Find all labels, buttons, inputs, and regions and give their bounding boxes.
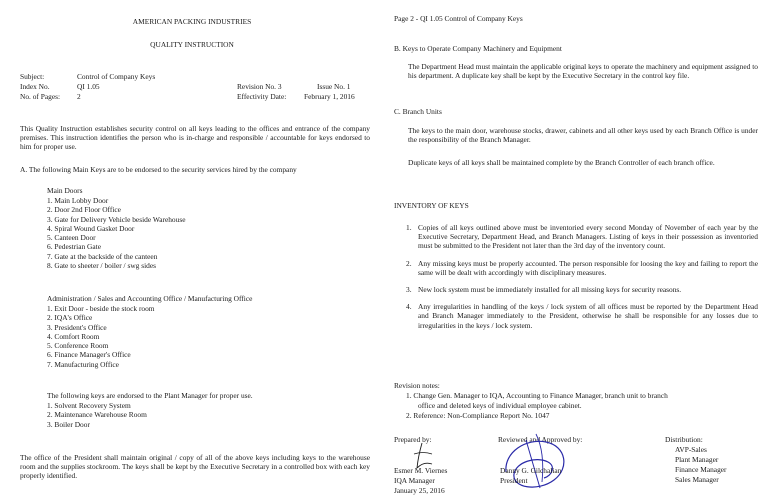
section-c-heading: C. Branch Units (394, 107, 442, 116)
main-doors-heading: Main Doors (47, 186, 83, 195)
prepared-date: January 25, 2016 (394, 486, 445, 495)
preparer-name: Esmer M. Viernes (394, 466, 448, 475)
item-number: 1. (406, 223, 412, 232)
item-text: Any missing keys must be properly accounted. The person responsible for loosing the key and failing to report the same will be dealt with accordingly with disciplinary measures. (418, 258, 758, 277)
section-b-paragraph: The Department Head must maintain the applicable original keys to operate the machinery and equipment assigned to his department. A duplicate key shall be kept by the Executive Secretary in the control key file. (408, 62, 758, 81)
document-type: QUALITY INSTRUCTION (150, 40, 234, 49)
prepared-by-label: Prepared by: (394, 435, 432, 444)
subject-value: Control of Company Keys (77, 72, 156, 81)
admin-heading: Administration / Sales and Accounting Office / Manufacturing Office (47, 294, 253, 303)
inventory-heading: INVENTORY OF KEYS (394, 201, 469, 210)
item-text: Copies of all keys outlined above must be inventoried every second Monday of November of each year by the Executive Secretary, Department Head, and Branch Managers. Listing of keys in their possession as inventoried must be submitted to the President not later than the 3rd day of the inventory count. (418, 223, 758, 251)
list-item: 4. Spiral Wound Gasket Door (47, 223, 135, 233)
list-item: 2. Door 2nd Floor Office (47, 205, 121, 215)
revision-number: Revision No. 3 (237, 82, 282, 91)
approver-title: President (500, 476, 528, 485)
inventory-item (406, 302, 758, 330)
section-c-paragraph-2: Duplicate keys of all keys shall be maintained complete by the Branch Controller of each branch office. (408, 158, 715, 167)
revision-note: 2. Reference: Non-Compliance Report No. 1047 (406, 411, 550, 420)
company-name: AMERICAN PACKING INDUSTRIES (132, 17, 252, 26)
inventory-item (406, 259, 758, 277)
distribution-item: Plant Manager (675, 455, 719, 464)
revision-note-continued: office and deleted keys of individual employee cabinet. (418, 401, 582, 410)
index-label: Index No. (20, 82, 50, 91)
list-item: 1. Main Lobby Door (47, 196, 109, 205)
item-number: 2. (406, 258, 412, 268)
list-item: 6. Finance Manager's Office (47, 350, 131, 360)
list-item: 5. Conference Room (47, 341, 109, 351)
list-item: 2. IQA's Office (47, 313, 93, 323)
item-text: New lock system must be immediately installed for all missing keys for security reasons. (418, 285, 682, 295)
item-text: Any irregularities in handling of the keys / lock system of all offices must be reported by the Department Head and Branch Manager immediately to the President, otherwise he shall be responsible for any losses due to irregularities in the keys / lock system. (418, 302, 758, 330)
approver-name: Danny G. Gilchalian (500, 466, 562, 475)
distribution-label: Distribution: (665, 435, 703, 444)
item-number: 4. (406, 302, 412, 312)
list-item: 5. Canteen Door (47, 233, 96, 243)
section-a-heading: A. The following Main Keys are to be endorsed to the security services hired by the company (20, 165, 297, 174)
list-item: 4. Comfort Room (47, 331, 100, 341)
pages-value: 2 (77, 92, 81, 101)
list-item: 8. Gate to sheeter / boiler / swg sides (47, 261, 156, 271)
subject-label: Subject: (20, 72, 45, 81)
section-b-heading: B. Keys to Operate Company Machinery and Equipment (394, 44, 562, 53)
inventory-item (406, 223, 758, 251)
revision-notes-heading: Revision notes: (394, 381, 440, 390)
list-item: 1. Solvent Recovery System (47, 401, 131, 410)
main-doors-list (47, 196, 185, 270)
pages-label: No. of Pages: (20, 92, 61, 101)
admin-list (47, 304, 155, 369)
distribution-item: AVP-Sales (675, 445, 707, 454)
revision-note: 1. Change Gen. Manager to IQA, Accounting to Finance Manager, branch unit to branch (406, 391, 668, 400)
inventory-item (406, 285, 758, 294)
closing-paragraph: The office of the President shall maintain original / copy of all of the above keys including keys to the warehouse room and the supplies stockroom. The keys shall be kept by the Executive Secretary in a controlled box with each key properly identified. (20, 453, 370, 481)
list-item: 3. Gate for Delivery Vehicle beside Warehouse (47, 214, 186, 224)
index-value: QI 1.05 (77, 82, 100, 91)
plant-list (47, 401, 147, 429)
reviewed-by-label: Reviewed and Approved by: (498, 435, 583, 444)
list-item: 3. President's Office (47, 322, 107, 332)
page-header: Page 2 - QI 1.05 Control of Company Keys (394, 14, 523, 23)
list-item: 1. Exit Door - beside the stock room (47, 304, 155, 313)
list-item: 6. Pedestrian Gate (47, 242, 101, 252)
issue-number: Issue No. 1 (317, 82, 351, 91)
plant-heading: The following keys are endorsed to the Plant Manager for proper use. (47, 391, 253, 400)
effectivity-label: Effectivity Date: (237, 92, 287, 101)
list-item: 7. Manufacturing Office (47, 359, 119, 369)
list-item: 2. Maintenance Warehouse Room (47, 410, 147, 420)
effectivity-value: February 1, 2016 (304, 92, 355, 101)
section-c-paragraph-1: The keys to the main door, warehouse stocks, drawer, cabinets and all other keys used by each Branch Office is under the responsibility of the Branch Manager. (408, 126, 758, 145)
distribution-item: Sales Manager (675, 475, 719, 484)
preparer-title: IQA Manager (394, 476, 435, 485)
list-item: 7. Gate at the backside of the canteen (47, 251, 158, 261)
page-2 (384, 0, 768, 499)
intro-paragraph: This Quality Instruction establishes security control on all keys leading to the offices and entrance of the company premises. This instruction identifies the person who is in-charge and responsible / accountable for keys endorsed to him for proper use. (20, 124, 370, 152)
item-number: 3. (406, 285, 412, 295)
distribution-item: Finance Manager (675, 465, 727, 474)
inventory-list (406, 223, 758, 338)
list-item: 3. Boiler Door (47, 419, 90, 429)
